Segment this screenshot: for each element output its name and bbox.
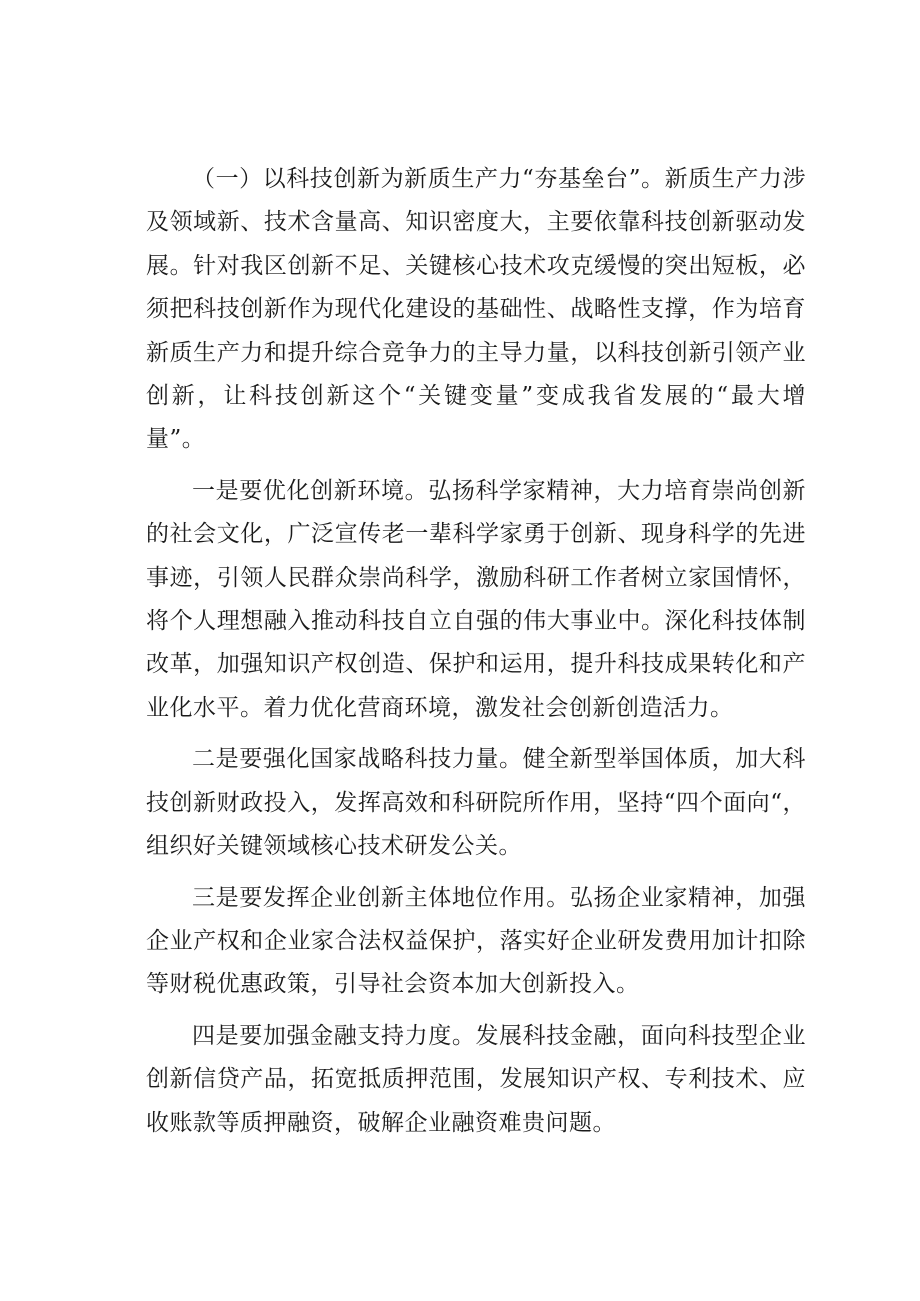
paragraph-point-four: 四是要加强金融支持力度。发展科技金融，面向科技型企业创新信贷产品，拓宽抵质押范围，发展知识产权、专利技术、应收账款等质押融资，破解企业融资难贵问题。 bbox=[146, 1022, 806, 1136]
paragraph-point-three: 三是要发挥企业创新主体地位作用。弘扬企业家精神，加强企业产权和企业家合法权益保护，落实好企业研发费用加计扣除等财税优惠政策，引导社会资本加大创新投入。 bbox=[146, 884, 806, 998]
paragraph-point-two: 二是要强化国家战略科技力量。健全新型举国体质，加大科技创新财政投入，发挥高效和科研院所作用，坚持“四个面向“，组织好关键领域核心技术研发公关。 bbox=[146, 746, 806, 860]
paragraph-point-one: 一是要优化创新环境。弘扬科学家精神，大力培育崇尚创新的社会文化，广泛宣传老一辈科学家勇于创新、现身科学的先进事迹，引领人民群众崇尚科学，激励科研工作者树立家国情怀，将个人理想融入推动科技自立自强的伟大事业中。深化科技体制改革，加强知识产权创造、保护和运用，提升科技成果转化和产业化水平。着力优化营商环境，激发社会创新创造活力。 bbox=[146, 477, 806, 721]
paragraph-section-heading: （一）以科技创新为新质生产力“夯基垒台”。新质生产力涉及领域新、技术含量高、知识密度大，主要依靠科技创新驱动发展。针对我区创新不足、关键核心技术攻克缓慢的突出短板，必须把科技创新作为现代化建设的基础性、战略性支撑，作为培育新质生产力和提升综合竞争力的主导力量，以科技创新引领产业创新，让科技创新这个“关键变量”变成我省发展的“最大增量”。 bbox=[146, 166, 806, 453]
document-body bbox=[146, 158, 806, 1153]
